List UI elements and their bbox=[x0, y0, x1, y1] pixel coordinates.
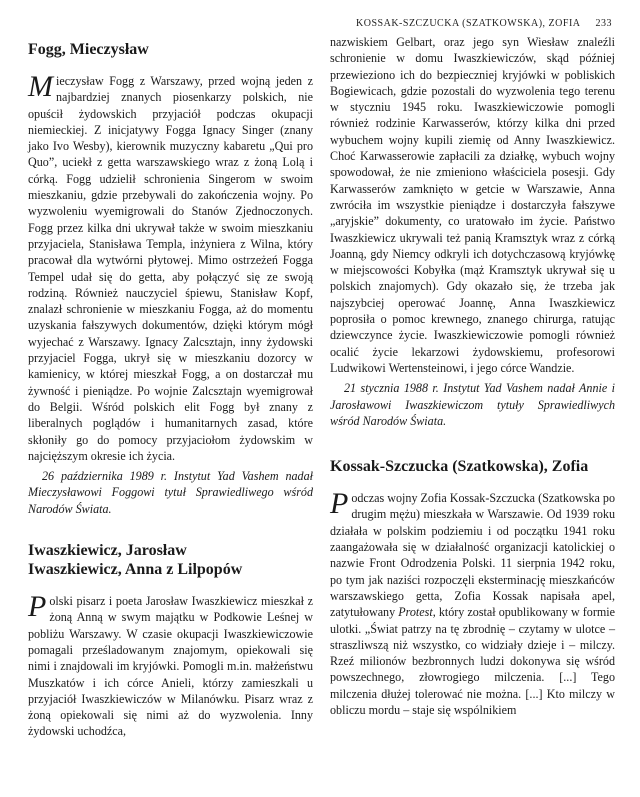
paragraph-kossak bbox=[330, 487, 615, 718]
entry-title-fogg: Fogg, Mieczysław bbox=[28, 41, 149, 58]
title-line-1: Iwaszkiewicz, Jarosław bbox=[28, 542, 187, 560]
paragraph-iwaszkiewicz-cont: nazwiskiem Gelbart, oraz jego syn Wiesław znaleźli schronienie w domu Iwaszkiewiczów, skąd później przewieziono ich do bezpieczniej kryjówki w pobliskich Bogiewicach, gdzie pozostali do wyzwolenia tego terenu w styczniu 1945 roku. Iwaszkiewiczowie pomogli również rodzinie Karwasserów, którzy kilka dni przed wybuchem wojny kupili ziemię od Anny Iwaszkiewicz. Choć Karwasserowie zapłacili za działkę, wybuch wojny spowodował, że nie zmieniono właściciela posesji. Gdy Karwasserów zamknięto w getcie w Warszawie, Anna zwróciła im wszystkie pieniądze i dostarczyła fałszywe „aryjskie” dokumenty, co uratowało im życie. Państwo Iwaszkiewicz ukrywali też panią Kramsztyk wraz z córką Joanną, gdy Niemcy odkryli ich dotychczasową kryjówkę w miejscowości Kobyłka (mąż Kramsztyk ukrywał się u polskich znajomych). Gdy okazało się, że trzeba jak najszybciej operować Joannę, Anna Iwaszkiewicz poprosiła o pomoc krewnego, znanego chirurga, ratując dziewczynce życie. Iwaszkiewiczowie pomogli również ocalić życie lekarzowi żydowskiemu, profesorowi Ludwikowi Wertensteinowi, i jego córce Wandzie. bbox=[330, 35, 615, 375]
paragraph-text-tail: , który został opublikowany w formie ulotki. „Świat patrzy na tę zbrodnię – czytamy w ulotce – straszliwszą niż wszystko, co widziały dzieje i – milczy. Rzeź milionów bezbronnych ludzi dokonywa się wśród powszechnego, złowrogiego milczenia. [...] Tego milczenia dłużej tolerować nie można. [...] Kto milczy w obliczu mordu – staje się wspólnikiem bbox=[330, 605, 615, 717]
paragraph-text: odczas wojny Zofia Kossak-Szczucka (Szatkowska po drugim mężu) mieszkała w Warszawie. Od 1939 roku działała w polskim podziemiu i od początku 1941 roku zaangażowała się w działalność organizacji katolickiej o nazwie Front Odrodzenia Polski. 11 sierpnia 1942 roku, po tym jak naziści rozpoczęli eksterminację mieszkańców warszawskiego getta, Zofia Kossak napisała apel, zatytułowany bbox=[330, 491, 615, 620]
protest-title: Protest bbox=[398, 605, 433, 620]
page-header bbox=[356, 18, 612, 29]
left-column bbox=[28, 34, 313, 740]
page-number: 233 bbox=[595, 18, 612, 29]
entry-title-kossak: Kossak-Szczucka (Szatkowska), Zofia bbox=[330, 458, 589, 476]
paragraph-text: olski pisarz i poeta Jarosław Iwaszkiewicz mieszkał z żoną Anną w swym majątku w Podkowie Leśnej w pobliżu Warszawy. W czasie okupacji Iwaszkiewiczowie pomagali prześladowanym znajomym, opiekowali się nimi i znajdowali im kryjówki. Pomogli m.in. małżeństwu Muszkatów i ich córce Anieli, którzy zamieszkali u przyjaciół Iwaszkiewiczów w Milanówku. Pisarz wraz z żoną opiekowali się nimi aż do wyzwolenia. Inny żydowski uchodźca, bbox=[28, 594, 313, 739]
paragraph-fogg bbox=[28, 70, 313, 464]
paragraph-iwaszkiewicz bbox=[28, 590, 313, 740]
right-column bbox=[330, 34, 615, 718]
yad-vashem-note-fogg: 26 października 1989 r. Instytut Yad Vashem nadał Mieczysławowi Foggowi tytuł Sprawiedliwego wśród Narodów Świata. bbox=[28, 469, 313, 516]
running-head: KOSSAK-SZCZUCKA (SZATKOWSKA), ZOFIA bbox=[356, 18, 581, 29]
drop-cap: M bbox=[28, 70, 53, 103]
title-line-2: Iwaszkiewicz, Anna z Lilpopów bbox=[28, 561, 243, 579]
entry-title-iwaszkiewicz bbox=[28, 541, 313, 579]
yad-vashem-note-iwaszkiewicz: 21 stycznia 1988 r. Instytut Yad Vashem nadał Annie i Jarosławowi Iwaszkiewiczom tytuły Sprawiedliwych wśród Narodów Świata. bbox=[330, 381, 615, 428]
paragraph-text: ieczysław Fogg z Warszawy, przed wojną jeden z najbardziej znanych piosenkarzy polskich, nie opuścił żydowskich przyjaciół podczas okupacji niemieckiej. Z inicjatywy Fogga Ignacy Singer (znany jako Ivo Wesby), kierownik muzyczny kabaretu „Qui pro Quo”, uciekł z getta warszawskiego wraz z żoną Lolą i córką. Fogg udzielił schronienia Singerom w swoim mieszkaniu, gdzie przebywali do zakończenia wojny. Po wyzwoleniu wyemigrowali do Stanów Zjednoczonych. Fogg przez kilka dni ukrywał także w swoim mieszkaniu przyjaciela, Stanisława Templa, inżyniera z Wilna, który pracował dla wytwórni płytowej. Mimo ostrzeżeń Fogga Tempel udał się do getta, aby połączyć się ze swoją rodziną. Również nauczyciel śpiewu, Stanisław Kopf, znalazł schronienie w mieszkaniu Fogga, aż do momentu uzyskania fałszywych dokumentów, dzięki którym mógł wyjechać z Warszawy. Ignacy Zalcsztajn, inny żydowski przyjaciel Fogga, ukrył się w mieszkaniu dozorcy w kamienicy, w której mieszkał Fogg, a on dostarczał mu żywność i pieniądze. Po wojnie Zalcsztajn wyemigrował do Belgii. Wśród polskich elit Fogg był znany z liberalnych poglądów i humanitarnych zasad, które skłoniły go do pomocy przyjaciołom żydowskim w najcięższym okresie ich życia. bbox=[28, 74, 313, 463]
drop-cap: P bbox=[330, 487, 349, 521]
drop-cap: P bbox=[28, 590, 47, 624]
